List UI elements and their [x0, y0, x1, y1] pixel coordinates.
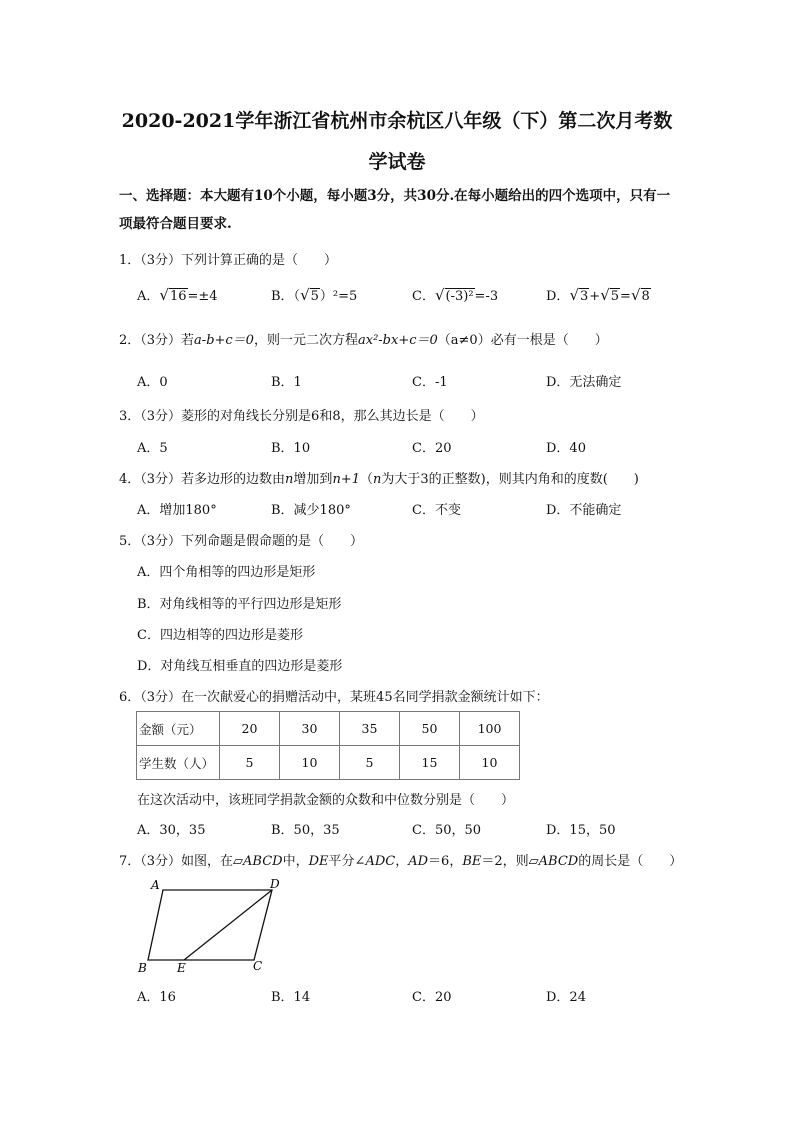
table-cell: 10 [460, 746, 520, 780]
q6-option-b: B．50，35 [271, 823, 340, 838]
q5-option-d: D．对角线互相垂直的四边形是菱形 [137, 659, 343, 674]
q3-option-b: B．10 [271, 441, 311, 456]
q2-option-b: B．1 [271, 375, 302, 390]
q4-option-b: B．减少180° [271, 503, 351, 518]
table-header-amount: 金额（元） [137, 712, 220, 746]
q1-option-c: C．√(-3)²=-3 [412, 286, 499, 304]
table-cell: 20 [220, 712, 280, 746]
question-2-stem: 2．（3分）若a-b+c＝0，则一元二次方程ax²-bx+c＝0（a≠0）必有一根是（ ） [119, 333, 608, 348]
q6-option-d: D．15，50 [546, 823, 616, 838]
q3-option-c: C．20 [412, 441, 452, 456]
segment-de [184, 890, 272, 960]
q3-option-d: D．40 [546, 441, 586, 456]
question-1-stem: 1．（3分）下列计算正确的是（ ） [119, 253, 338, 268]
question-6-followup: 在这次活动中，该班同学捐款金额的众数和中位数分别是（ ） [137, 793, 515, 808]
q7-option-d: D．24 [546, 990, 586, 1005]
table-cell: 5 [220, 746, 280, 780]
q2-option-d: D．无法确定 [546, 375, 622, 390]
label-b: B [138, 961, 147, 975]
label-e: E [177, 961, 186, 975]
q2-option-c: C．-1 [412, 375, 448, 390]
q1-option-b: B．（√5）²=5 [271, 286, 358, 304]
table-cell: 15 [400, 746, 460, 780]
question-5-stem: 5．（3分）下列命题是假命题的是（ ） [119, 534, 364, 549]
table-row [137, 712, 520, 746]
q6-option-c: C．50，50 [412, 823, 482, 838]
parallelogram-abcd [148, 890, 272, 960]
exam-title-line1: 2020-2021学年浙江省杭州市余杭区八年级（下）第二次月考数 [121, 110, 673, 132]
q5-option-b: B．对角线相等的平行四边形是矩形 [137, 597, 342, 612]
question-4-stem: 4．（3分）若多边形的边数由n增加到n+1（n为大于3的正整数)，则其内角和的度数( ) [119, 472, 639, 487]
q1-option-a: A．√16=±4 [137, 286, 218, 304]
parallelogram-figure [134, 876, 284, 976]
q5-option-a: A．四个角相等的四边形是矩形 [137, 565, 316, 580]
q4-option-c: C．不变 [412, 503, 461, 518]
table-cell: 50 [400, 712, 460, 746]
q3-option-a: A．5 [137, 441, 168, 456]
table-row [137, 746, 520, 780]
q4-option-a: A．增加180° [137, 503, 217, 518]
section-heading: 一、选择题：本大题有10个小题，每小题3分，共30分.在每小题给出的四个选项中，只有一项最符合题目要求. [119, 188, 671, 232]
q7-option-b: B．14 [271, 990, 311, 1005]
table-cell: 30 [280, 712, 340, 746]
table-header-students: 学生数（人） [137, 746, 220, 780]
question-7-stem: 7．（3分）如图，在▱ABCD中，DE平分∠ADC，AD＝6，BE＝2，则▱ABCD的周长是（ ） [119, 854, 683, 869]
q1-option-d: D．√3+√5=√8 [546, 286, 650, 304]
q7-option-a: A．16 [137, 990, 176, 1005]
q7-option-c: C．20 [412, 990, 452, 1005]
q2-option-a: A．0 [137, 375, 168, 390]
label-d: D [270, 877, 280, 891]
table-cell: 35 [340, 712, 400, 746]
donation-table [136, 711, 520, 780]
table-cell: 10 [280, 746, 340, 780]
q4-option-d: D．不能确定 [546, 503, 622, 518]
question-3-stem: 3．（3分）菱形的对角线长分别是6和8，那么其边长是（ ） [119, 409, 484, 424]
label-a: A [151, 878, 160, 892]
table-cell: 5 [340, 746, 400, 780]
table-cell: 100 [460, 712, 520, 746]
question-6-stem: 6．（3分）在一次献爱心的捐赠活动中，某班45名同学捐款金额统计如下： [119, 690, 549, 705]
exam-title-line2: 学试卷 [368, 151, 426, 173]
label-c: C [253, 959, 263, 973]
q5-option-c: C．四边相等的四边形是菱形 [137, 628, 303, 643]
q6-option-a: A．30，35 [137, 823, 206, 838]
